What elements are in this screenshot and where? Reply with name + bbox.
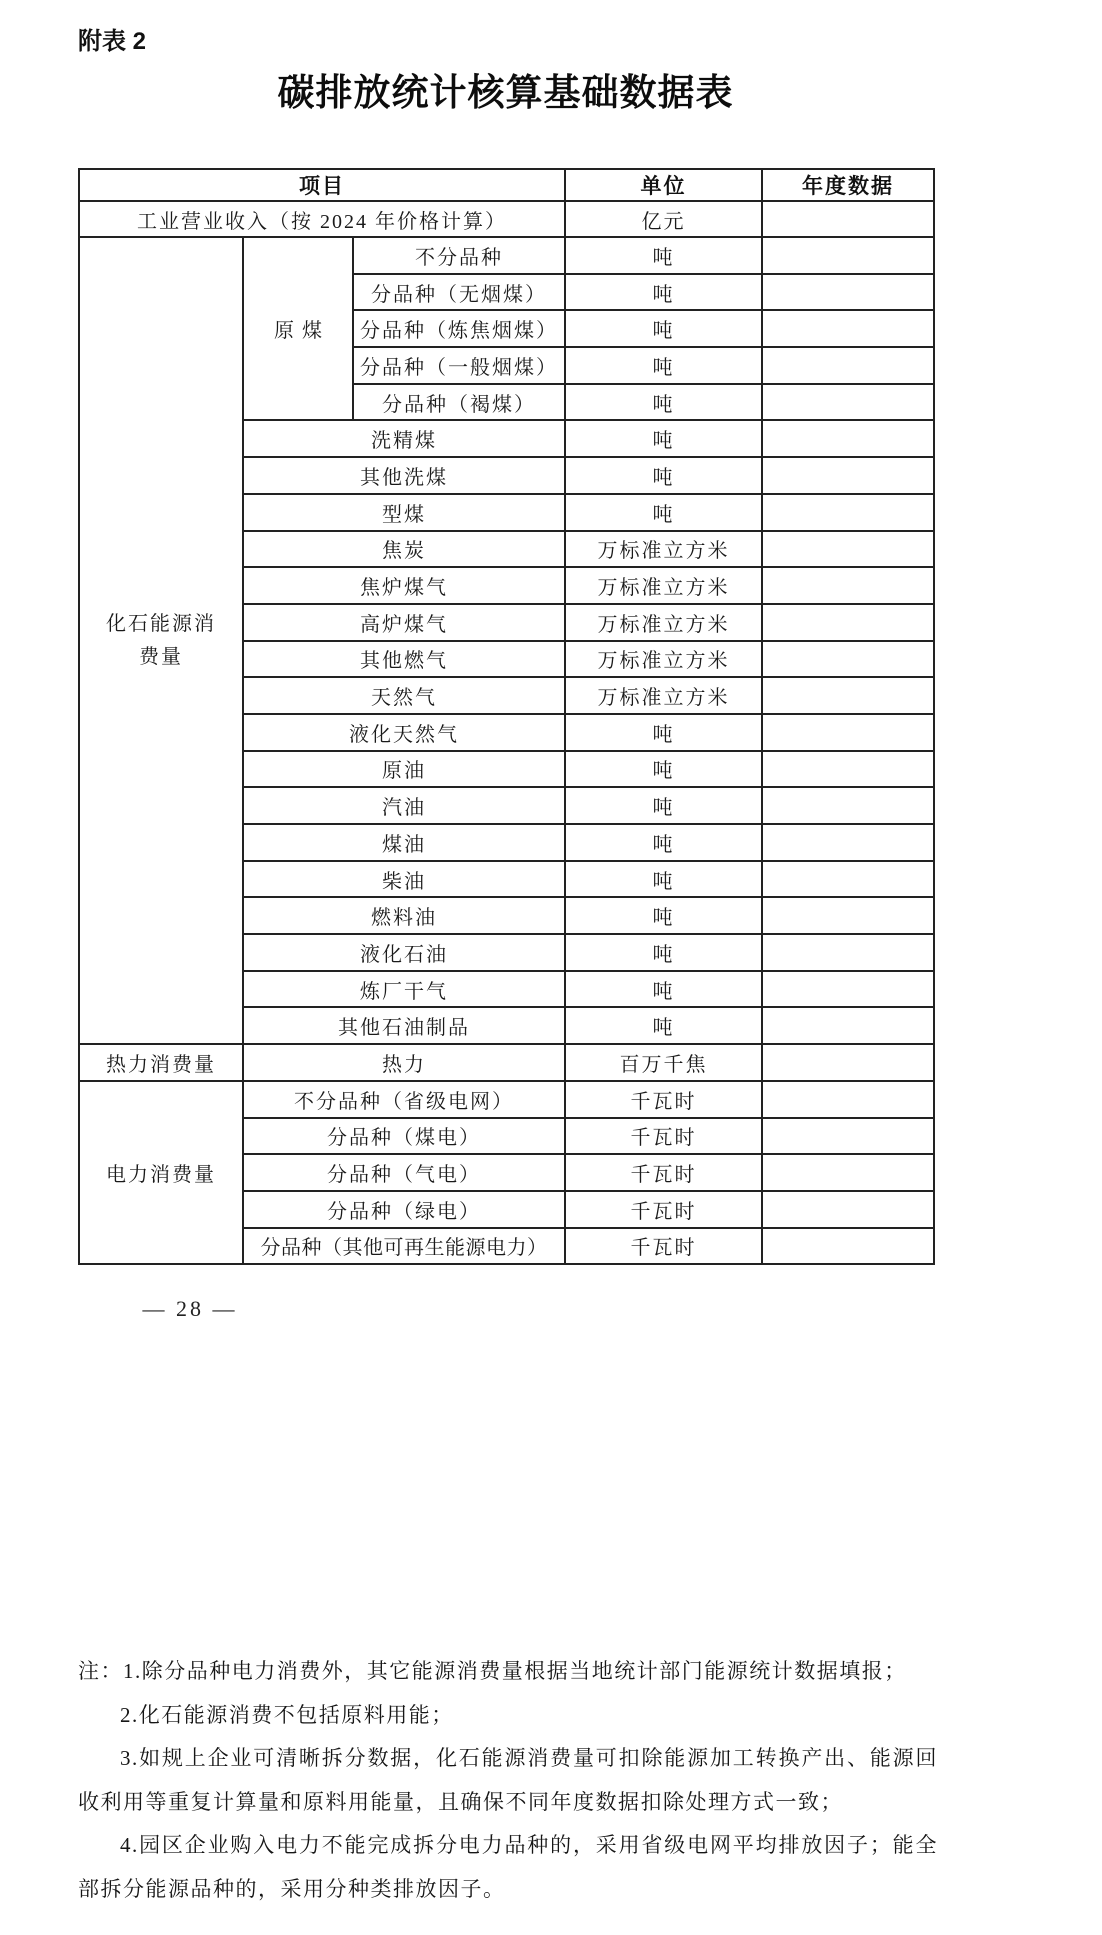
table-row-heat (79, 1044, 934, 1081)
annual-data-cell (762, 531, 934, 568)
annual-data-cell (762, 384, 934, 421)
item-cell: 分品种（一般烟煤） (353, 347, 565, 384)
item-cell: 天然气 (243, 677, 565, 714)
unit-cell: 吨 (565, 310, 762, 347)
annual-data-cell (762, 641, 934, 678)
unit-cell: 吨 (565, 347, 762, 384)
annual-data-cell (762, 274, 934, 311)
note-lead: 注： (78, 1659, 123, 1683)
unit-cell: 千瓦时 (565, 1154, 762, 1191)
note-text: 1.除分品种电力消费外，其它能源消费量根据当地统计部门能源统计数据填报； (123, 1659, 907, 1683)
item-cell: 分品种（无烟煤） (353, 274, 565, 311)
item-cell: 其他燃气 (243, 641, 565, 678)
item-cell: 分品种（煤电） (243, 1118, 565, 1155)
item-cell: 焦炭 (243, 531, 565, 568)
carbon-data-table (78, 168, 935, 1265)
note-line: 4.园区企业购入电力不能完成拆分电力品种的，采用省级电网平均排放因子；能全部拆分能源品种的，采用分种类排放因子。 (78, 1833, 938, 1901)
annual-data-cell (762, 934, 934, 971)
annual-data-cell (762, 1154, 934, 1191)
item-cell: 分品种（炼焦烟煤） (353, 310, 565, 347)
annual-data-cell (762, 1228, 934, 1265)
annual-data-cell (762, 604, 934, 641)
unit-cell: 万标准立方米 (565, 641, 762, 678)
header-item: 项目 (79, 169, 565, 201)
unit-cell: 吨 (565, 274, 762, 311)
unit-cell: 万标准立方米 (565, 677, 762, 714)
item-cell: 煤油 (243, 824, 565, 861)
subsection-label-cell-rawcoal: 原煤 (243, 237, 353, 420)
annual-data-cell (762, 1007, 934, 1044)
note-line (78, 1650, 938, 1694)
annual-data-cell (762, 201, 934, 237)
annual-data-cell (762, 420, 934, 457)
annual-data-cell (762, 494, 934, 531)
note-line: 3.如规上企业可清晰拆分数据，化石能源消费量可扣除能源加工转换产出、能源回收利用等重复计算量和原料用能量，且确保不同年度数据扣除处理方式一致； (78, 1746, 938, 1814)
item-cell: 热力 (243, 1044, 565, 1081)
item-cell: 炼厂干气 (243, 971, 565, 1008)
section-label-cell-heat: 热力消费量 (79, 1044, 243, 1081)
unit-cell: 吨 (565, 1007, 762, 1044)
table-header-row (79, 169, 934, 201)
item-cell: 不分品种（省级电网） (243, 1081, 565, 1118)
annex-label: 附表 2 (78, 28, 147, 55)
item-cell: 其他洗煤 (243, 457, 565, 494)
unit-cell: 吨 (565, 934, 762, 971)
page-number: — 28 — (142, 1296, 238, 1321)
unit-cell: 吨 (565, 897, 762, 934)
item-cell: 不分品种 (353, 237, 565, 274)
item-cell: 型煤 (243, 494, 565, 531)
unit-cell: 吨 (565, 787, 762, 824)
unit-cell: 千瓦时 (565, 1118, 762, 1155)
unit-cell: 亿元 (565, 201, 762, 237)
item-cell: 原油 (243, 751, 565, 788)
unit-cell: 万标准立方米 (565, 567, 762, 604)
item-cell: 洗精煤 (243, 420, 565, 457)
annual-data-cell (762, 310, 934, 347)
item-cell: 分品种（气电） (243, 1154, 565, 1191)
unit-cell: 吨 (565, 494, 762, 531)
unit-cell: 万标准立方米 (565, 604, 762, 641)
unit-cell: 吨 (565, 751, 762, 788)
annual-data-cell (762, 237, 934, 274)
note-line: 2.化石能源消费不包括原料用能； (120, 1702, 454, 1727)
annual-data-cell (762, 751, 934, 788)
annual-data-cell (762, 1081, 934, 1118)
header-unit: 单位 (565, 169, 762, 201)
unit-cell: 吨 (565, 457, 762, 494)
unit-cell: 千瓦时 (565, 1081, 762, 1118)
table-row (79, 237, 934, 274)
unit-cell: 吨 (565, 714, 762, 751)
annual-data-cell (762, 567, 934, 604)
header-year: 年度数据 (762, 169, 934, 201)
unit-cell: 千瓦时 (565, 1191, 762, 1228)
item-cell: 分品种（褐煤） (353, 384, 565, 421)
item-cell: 液化天然气 (243, 714, 565, 751)
table-row (79, 1081, 934, 1118)
annual-data-cell (762, 824, 934, 861)
section-label: 化石能源消费量 (106, 612, 216, 668)
item-cell: 液化石油 (243, 934, 565, 971)
annual-data-cell (762, 457, 934, 494)
unit-cell: 万标准立方米 (565, 531, 762, 568)
annual-data-cell (762, 1191, 934, 1228)
table-row-revenue (79, 201, 934, 237)
unit-cell: 吨 (565, 420, 762, 457)
unit-cell: 吨 (565, 384, 762, 421)
annual-data-cell (762, 714, 934, 751)
annual-data-cell (762, 897, 934, 934)
annual-data-cell (762, 861, 934, 898)
unit-cell: 百万千焦 (565, 1044, 762, 1081)
item-cell: 其他石油制品 (243, 1007, 565, 1044)
item-cell: 工业营业收入（按 2024 年价格计算） (79, 201, 565, 237)
page-title: 碳排放统计核算基础数据表 (277, 73, 734, 114)
annual-data-cell (762, 787, 934, 824)
item-cell: 燃料油 (243, 897, 565, 934)
unit-cell: 千瓦时 (565, 1228, 762, 1265)
annual-data-cell (762, 1118, 934, 1155)
annual-data-cell (762, 971, 934, 1008)
item-cell: 高炉煤气 (243, 604, 565, 641)
annual-data-cell (762, 677, 934, 714)
item-cell: 汽油 (243, 787, 565, 824)
item-cell: 分品种（绿电） (243, 1191, 565, 1228)
item-cell: 焦炉煤气 (243, 567, 565, 604)
item-cell: 分品种（其他可再生能源电力） (243, 1228, 565, 1265)
notes-block (78, 1650, 938, 1911)
unit-cell: 吨 (565, 824, 762, 861)
item-cell: 柴油 (243, 861, 565, 898)
unit-cell: 吨 (565, 237, 762, 274)
unit-cell: 吨 (565, 971, 762, 1008)
annual-data-cell (762, 347, 934, 384)
unit-cell: 吨 (565, 861, 762, 898)
section-label-cell-fossil (79, 237, 243, 1044)
annual-data-cell (762, 1044, 934, 1081)
section-label-cell-power: 电力消费量 (79, 1081, 243, 1264)
